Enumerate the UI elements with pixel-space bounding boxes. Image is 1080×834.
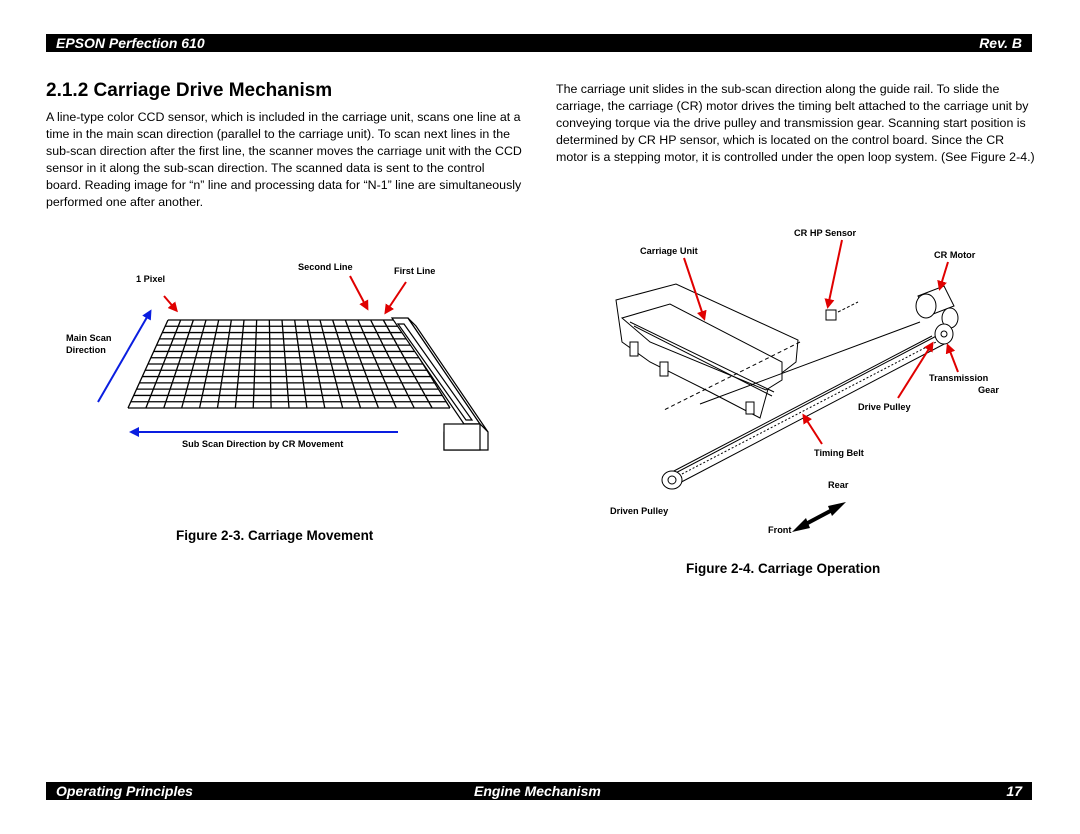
first-line-pointer bbox=[386, 282, 406, 312]
timing-belt-pointer bbox=[804, 416, 822, 444]
main-scan-label-1: Main Scan bbox=[66, 333, 112, 343]
cr-motor-label: CR Motor bbox=[934, 250, 976, 260]
paragraph-right: The carriage unit slides in the sub-scan direction along the guide rail. To slide the carriage, the carriage (CR) motor drives the timing belt attached to the carriage unit by conveying torque via the drive pulley and transmission gear. Scanning start position is determined by CR HP sensor, which is located on the control board. Since the CR motor is a stepping motor, it is controlled under the open loop system. (See Figure 2-4.) bbox=[556, 82, 1035, 164]
pixel-label: 1 Pixel bbox=[136, 274, 166, 284]
second-line-pointer bbox=[350, 276, 367, 308]
cr-hp-sensor bbox=[826, 310, 836, 320]
carriage-unit bbox=[616, 284, 798, 418]
drive-pulley-pointer bbox=[898, 344, 932, 398]
driven-pulley bbox=[662, 471, 682, 489]
paragraph-left: A line-type color CCD sensor, which is included in the carriage unit, scans one line at a time in the main scan direction (parallel to the carriage unit). To scan next lines in the sub-scan direction after the first line, the scanner moves the carriage unit with the CCD sensor in it along the sub-scan direction. The scanned data is sent to the control board. Reading image for “n” line and processing data for “N-1” line are simultaneously performed one after another. bbox=[46, 110, 522, 209]
header-title: EPSON Perfection 610 bbox=[56, 35, 205, 51]
header-revision: Rev. B bbox=[979, 35, 1022, 51]
footer-section: Operating Principles bbox=[56, 783, 193, 799]
main-scan-label-2: Direction bbox=[66, 345, 106, 355]
first-line-label: First Line bbox=[394, 266, 436, 276]
footer-bar bbox=[46, 782, 1032, 800]
carriage-operation-figure bbox=[560, 222, 1040, 552]
transmission-label-2: Gear bbox=[978, 385, 999, 395]
footer-chapter: Engine Mechanism bbox=[474, 783, 601, 799]
cr-motor-pointer bbox=[940, 262, 948, 288]
cr-hp-sensor-pointer bbox=[828, 240, 842, 306]
pixel-pointer bbox=[164, 296, 176, 310]
front-rear-arrow bbox=[792, 502, 846, 532]
timing-belt-label: Timing Belt bbox=[814, 448, 864, 458]
transmission-pointer bbox=[948, 346, 958, 372]
drive-pulley-label: Drive Pulley bbox=[858, 402, 911, 412]
carriage-movement-figure bbox=[40, 250, 520, 490]
cr-hp-sensor-label: CR HP Sensor bbox=[794, 228, 857, 238]
carriage-unit-label: Carriage Unit bbox=[640, 246, 698, 256]
header-bar bbox=[46, 34, 1032, 52]
driven-pulley-label: Driven Pulley bbox=[610, 506, 669, 516]
transmission-gear bbox=[935, 324, 953, 344]
transmission-label-1: Transmission bbox=[929, 373, 989, 383]
ccd-bar bbox=[392, 318, 488, 450]
front-label: Front bbox=[768, 525, 792, 535]
sub-scan-label: Sub Scan Direction by CR Movement bbox=[182, 439, 344, 449]
cr-motor bbox=[916, 286, 958, 328]
section-title: 2.1.2 Carriage Drive Mechanism bbox=[46, 80, 333, 101]
second-line-label: Second Line bbox=[298, 262, 353, 272]
rear-label: Rear bbox=[828, 480, 849, 490]
figure-4-caption: Figure 2-4. Carriage Operation bbox=[686, 561, 881, 576]
page-number: 17 bbox=[1006, 783, 1022, 799]
figure-3-caption: Figure 2-3. Carriage Movement bbox=[176, 528, 374, 543]
